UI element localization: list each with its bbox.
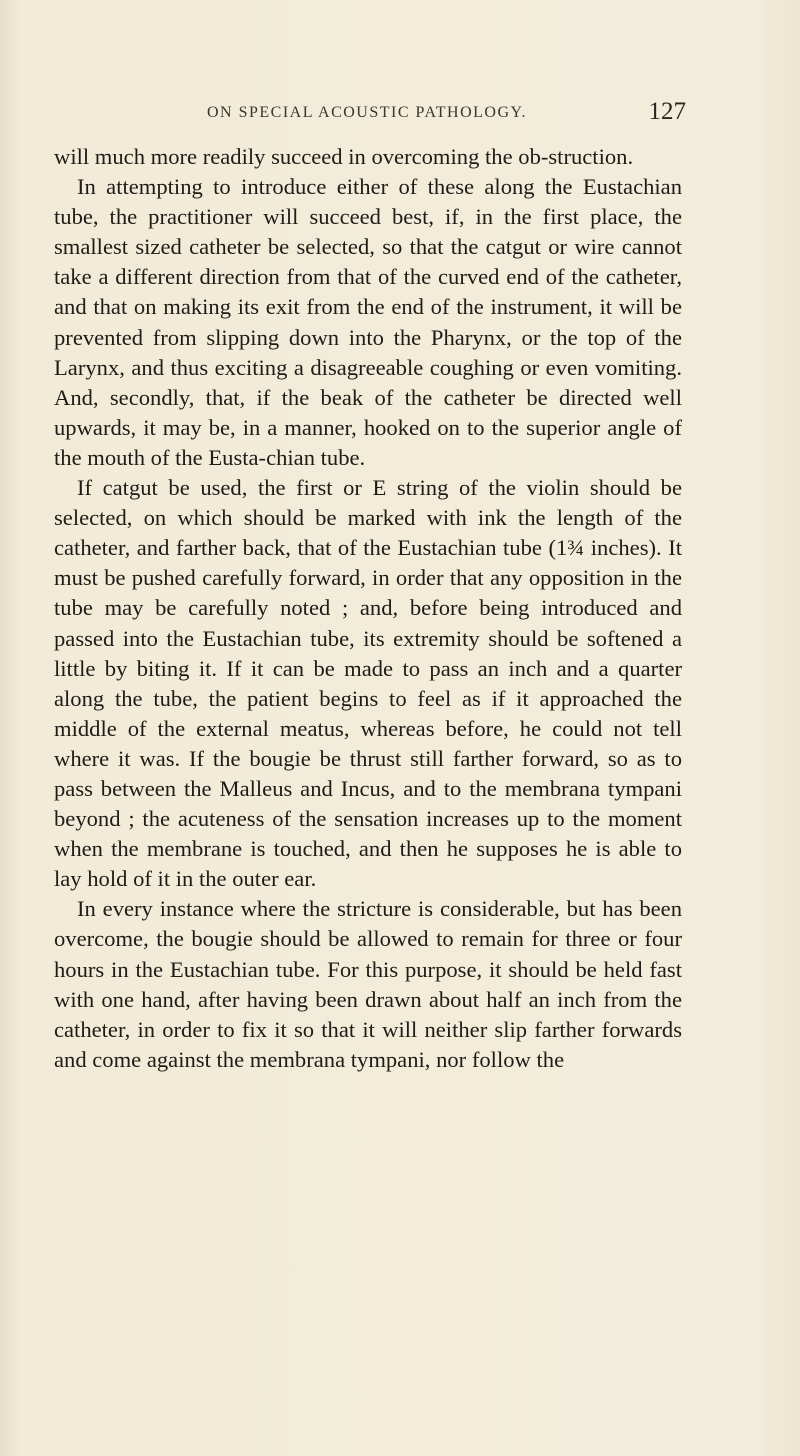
page-number: 127 — [648, 98, 686, 125]
page-header — [52, 98, 686, 128]
paragraph: If catgut be used, the first or E string of the violin should be selected, on which should be marked with ink the length of the catheter, and farther back, that of the Eustachian tube (1¾ inches). It must be pushed carefully forward, in order that any opposition in the tube may be carefully noted ; and, before being introduced and passed into the Eustachian tube, its extremity should be softened a little by biting it. If it can be made to pass an inch and a quarter along the tube, the patient begins to feel as if it approached the middle of the external meatus, whereas before, he could not tell where it was. If the bougie be thrust still farther forward, so as to pass between the Malleus and Incus, and to the membrana tympani beyond ; the acuteness of the sensation increases up to the moment when the membrane is touched, and then he supposes he is able to lay hold of it in the outer ear. — [54, 475, 682, 892]
body-text — [54, 142, 682, 1075]
paragraph: In every instance where the stricture is considerable, but has been overcome, the bougie should be allowed to remain for three or four hours in the Eustachian tube. For this purpose, it should be held fast with one hand, after having been drawn about half an inch from the catheter, in order to fix it so that it will neither slip farther forwards and come against the membrana tympani, nor follow the — [54, 896, 682, 1072]
paragraph-continuation: will much more readily succeed in overcoming the ob-struction. — [54, 144, 634, 169]
running-head: ON SPECIAL ACOUSTIC PATHOLOGY. — [206, 104, 527, 121]
paragraph: In attempting to introduce either of these along the Eustachian tube, the practitioner will succeed best, if, in the first place, the smallest sized catheter be selected, so that the catgut or wire cannot take a different direction from that of the curved end of the catheter, and that on making its exit from the end of the instrument, it will be prevented from slipping down into the Pharynx, or the top of the Larynx, and thus exciting a disagreeable coughing or even vomiting. And, secondly, that, if the beak of the catheter be directed well upwards, it may be, in a manner, hooked on to the superior angle of the mouth of the Eusta-chian tube. — [54, 174, 682, 470]
